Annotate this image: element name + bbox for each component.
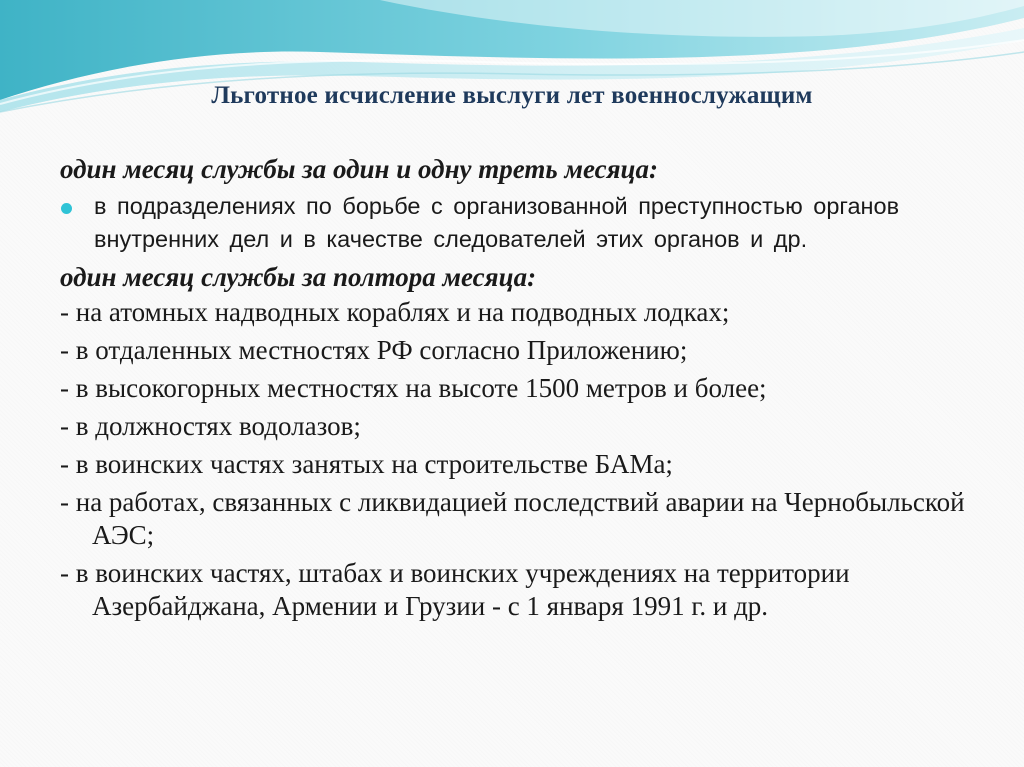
bullet-dot-icon <box>61 203 72 214</box>
list-item: - в отдаленных местностях РФ согласно Приложению; <box>60 335 688 365</box>
list-item: - в должностях водолазов; <box>60 411 361 441</box>
slide-content <box>60 152 980 628</box>
list-item: - в высокогорных местностях на высоте 1500 метров и более; <box>60 373 767 403</box>
conditions-list <box>60 296 980 623</box>
bullet-text: в подразделениях по борьбе с организованной преступностью органов внутренних дел и в качестве следователей этих органов и др. <box>94 193 900 252</box>
bullet-item <box>60 190 980 256</box>
list-item: - на работах, связанных с ликвидацией последствий аварии на Чернобыльской АЭС; <box>60 487 965 550</box>
section-heading-one-and-third: один месяц службы за один и одну треть месяца: <box>60 154 659 184</box>
list-item: - в воинских частях, штабах и воинских учреждениях на территории Азербайджана, Армении и Грузии - с 1 января 1991 г. и др. <box>60 558 850 621</box>
section-heading-one-and-half: один месяц службы за полтора месяца: <box>60 262 537 292</box>
list-item: - в воинских частях занятых на строительстве БАМа; <box>60 449 673 479</box>
slide-title: Льготное исчисление выслуги лет военнослужащим <box>211 82 813 109</box>
list-item: - на атомных надводных кораблях и на подводных лодках; <box>60 297 730 327</box>
